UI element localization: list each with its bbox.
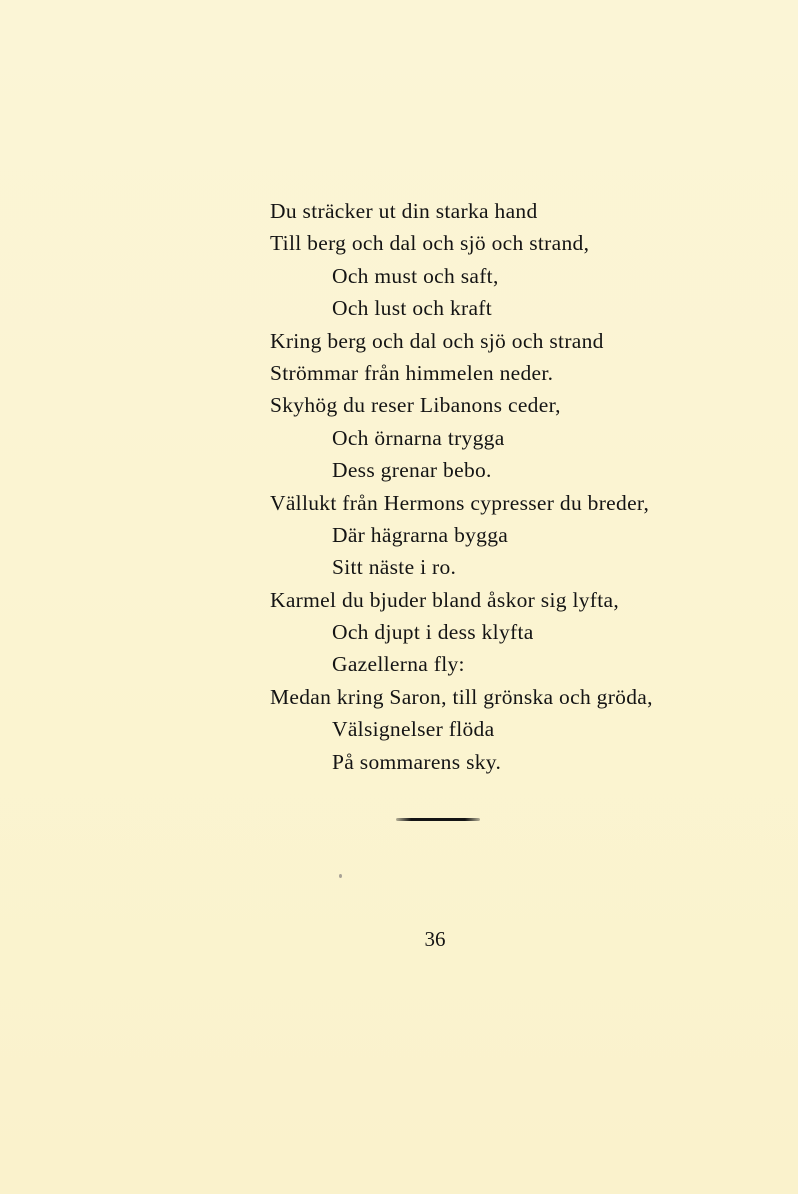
poem-stanza [270, 195, 770, 778]
poem-line: På sommarens sky. [332, 749, 502, 774]
poem-line: Till berg och dal och sjö och strand, [270, 231, 590, 256]
poem-line: Gazellerna fly: [332, 652, 465, 677]
poem-line: Sitt näste i ro. [332, 555, 457, 580]
paper-speck [339, 874, 342, 878]
poem-line: Karmel du bjuder bland åskor sig lyfta, [270, 587, 620, 612]
poem-line: Välsignelser flöda [332, 717, 495, 742]
poem-line: Du sträcker ut din starka hand [270, 199, 538, 223]
page-number: 36 [424, 927, 446, 951]
poem-line: Där hägrarna bygga [332, 522, 509, 547]
poem-line: Dess grenar bebo. [332, 458, 492, 483]
poem-line: Vällukt från Hermons cypresser du breder, [270, 490, 650, 515]
poem-line: Och must och saft, [332, 263, 499, 288]
poem-line: Och örnarna trygga [332, 425, 505, 450]
poem-line: Skyhög du reser Libanons ceder, [270, 393, 561, 418]
poem-line: Kring berg och dal och sjö och strand [270, 328, 604, 353]
poem-line: Strömmar från himmelen neder. [270, 360, 554, 385]
poem-line: Och lust och kraft [332, 296, 493, 321]
section-divider-rule [396, 818, 480, 821]
poem-line: Och djupt i dess klyfta [332, 620, 534, 645]
poem-line: Medan kring Saron, till grönska och gröda, [270, 684, 653, 709]
